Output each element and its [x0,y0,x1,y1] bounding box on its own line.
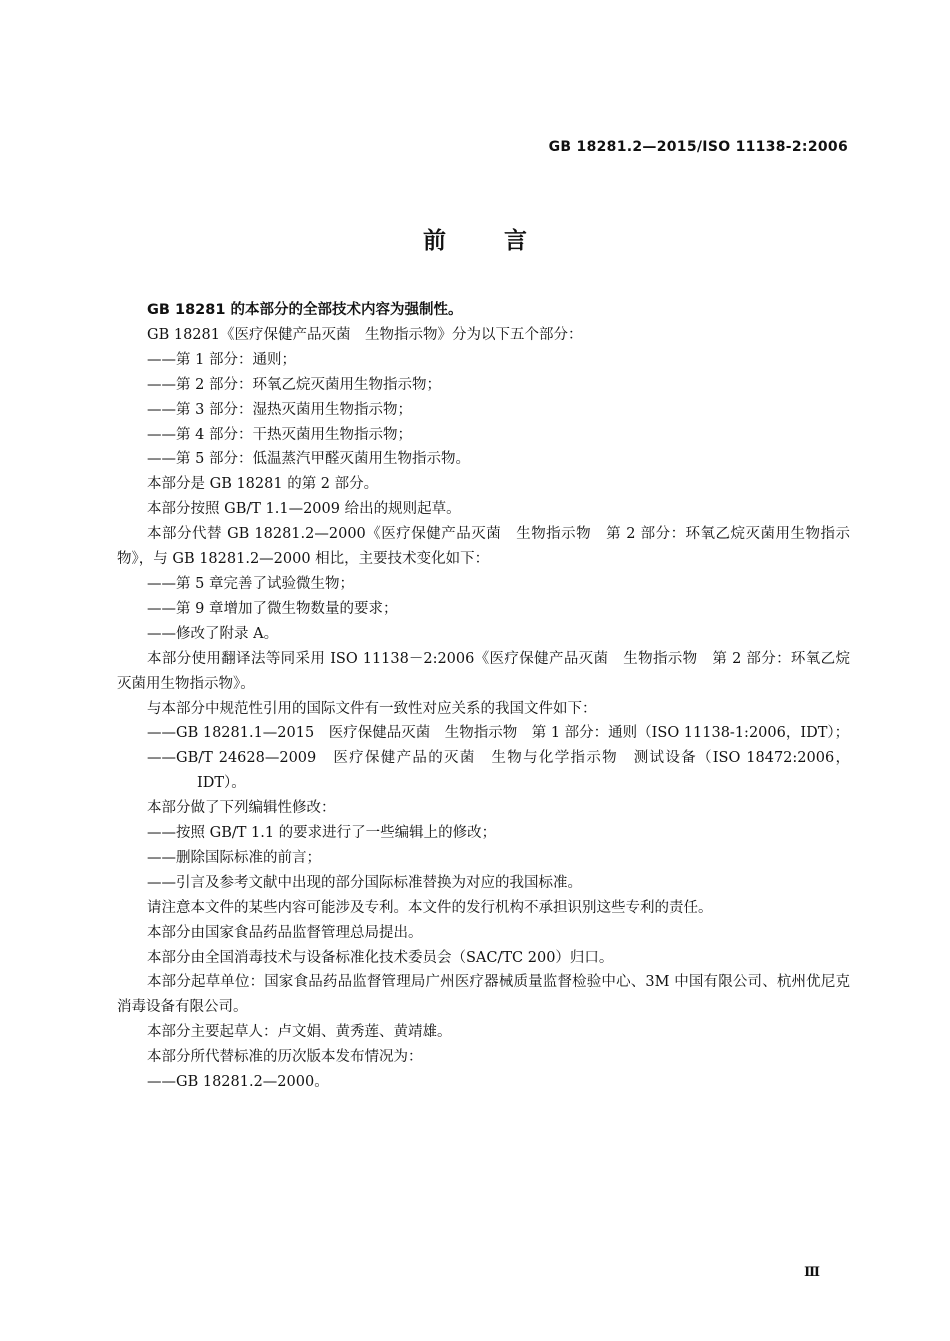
paragraph: 本部分所代替标准的历次版本发布情况为： [147,1049,423,1066]
page-number: Ⅲ [804,1265,820,1280]
list-item: ——GB 18281.1—2015 医疗保健品灭菌 生物指示物 第 1 部分：通则（ISO 11138-1:2006，IDT）； [147,725,850,742]
list-item: ——第 9 章增加了微生物数量的要求； [147,600,398,617]
list-item: ——按照 GB/T 1.1 的要求进行了一些编辑上的修改； [147,825,497,842]
paragraph: 本部分是 GB 18281 的第 2 部分。 [147,476,379,493]
paragraph: 请注意本文件的某些内容可能涉及专利。本文件的发行机构不承担识别这些专利的责任。 [147,899,713,916]
list-item: ——第 3 部分：湿热灭菌用生物指示物； [147,401,412,418]
foreword-body [117,298,850,1095]
list-item: ——第 5 部分：低温蒸汽甲醛灭菌用生物指示物。 [147,451,470,468]
list-item: ——修改了附录 A。 [147,625,279,642]
paragraph: GB 18281 的本部分的全部技术内容为强制性。 [147,302,463,318]
paragraph: 本部分起草单位：国家食品药品监督管理局广州医疗器械质量监督检验中心、3M 中国有限公司、杭州优尼克消毒设备有限公司。 [117,974,850,1016]
list-item: ——第 5 章完善了试验微生物； [147,575,354,592]
paragraph: 与本部分中规范性引用的国际文件有一致性对应关系的我国文件如下： [147,700,597,717]
paragraph: 本部分使用翻译法等同采用 ISO 11138－2:2006《医疗保健产品灭菌 生物指示物 第 2 部分：环氧乙烷灭菌用生物指示物》。 [117,650,850,692]
paragraph: 本部分由全国消毒技术与设备标准化技术委员会（SAC/TC 200）归口。 [147,949,614,966]
paragraph: 本部分由国家食品药品监督管理总局提出。 [147,924,423,941]
list-item: ——删除国际标准的前言； [147,849,321,866]
list-item: ——GB/T 24628—2009 医疗保健产品的灭菌 生物与化学指示物 测试设备（ISO 18472:2006，IDT）。 [147,750,850,792]
paragraph: 本部分主要起草人：卢文娟、黄秀莲、黄靖雄。 [147,1024,452,1041]
paragraph: 本部分按照 GB/T 1.1—2009 给出的规则起草。 [147,501,461,518]
list-item: ——引言及参考文献中出现的部分国际标准替换为对应的我国标准。 [147,874,582,891]
list-item: ——第 2 部分：环氧乙烷灭菌用生物指示物； [147,376,441,393]
page-title: 前言 [423,228,585,254]
paragraph: GB 18281《医疗保健产品灭菌 生物指示物》分为以下五个部分： [147,326,583,343]
standard-number: GB 18281.2—2015/ISO 11138-2:2006 [548,139,848,155]
paragraph: 本部分代替 GB 18281.2—2000《医疗保健产品灭菌 生物指示物 第 2 部分：环氧乙烷灭菌用生物指示物》，与 GB 18281.2—2000 相比，主要技术变化如下： [117,526,850,568]
paragraph: 本部分做了下列编辑性修改： [147,800,336,817]
list-item: ——第 4 部分：干热灭菌用生物指示物； [147,426,412,443]
list-item: ——GB 18281.2—2000。 [147,1074,329,1091]
list-item: ——第 1 部分：通则； [147,351,296,368]
